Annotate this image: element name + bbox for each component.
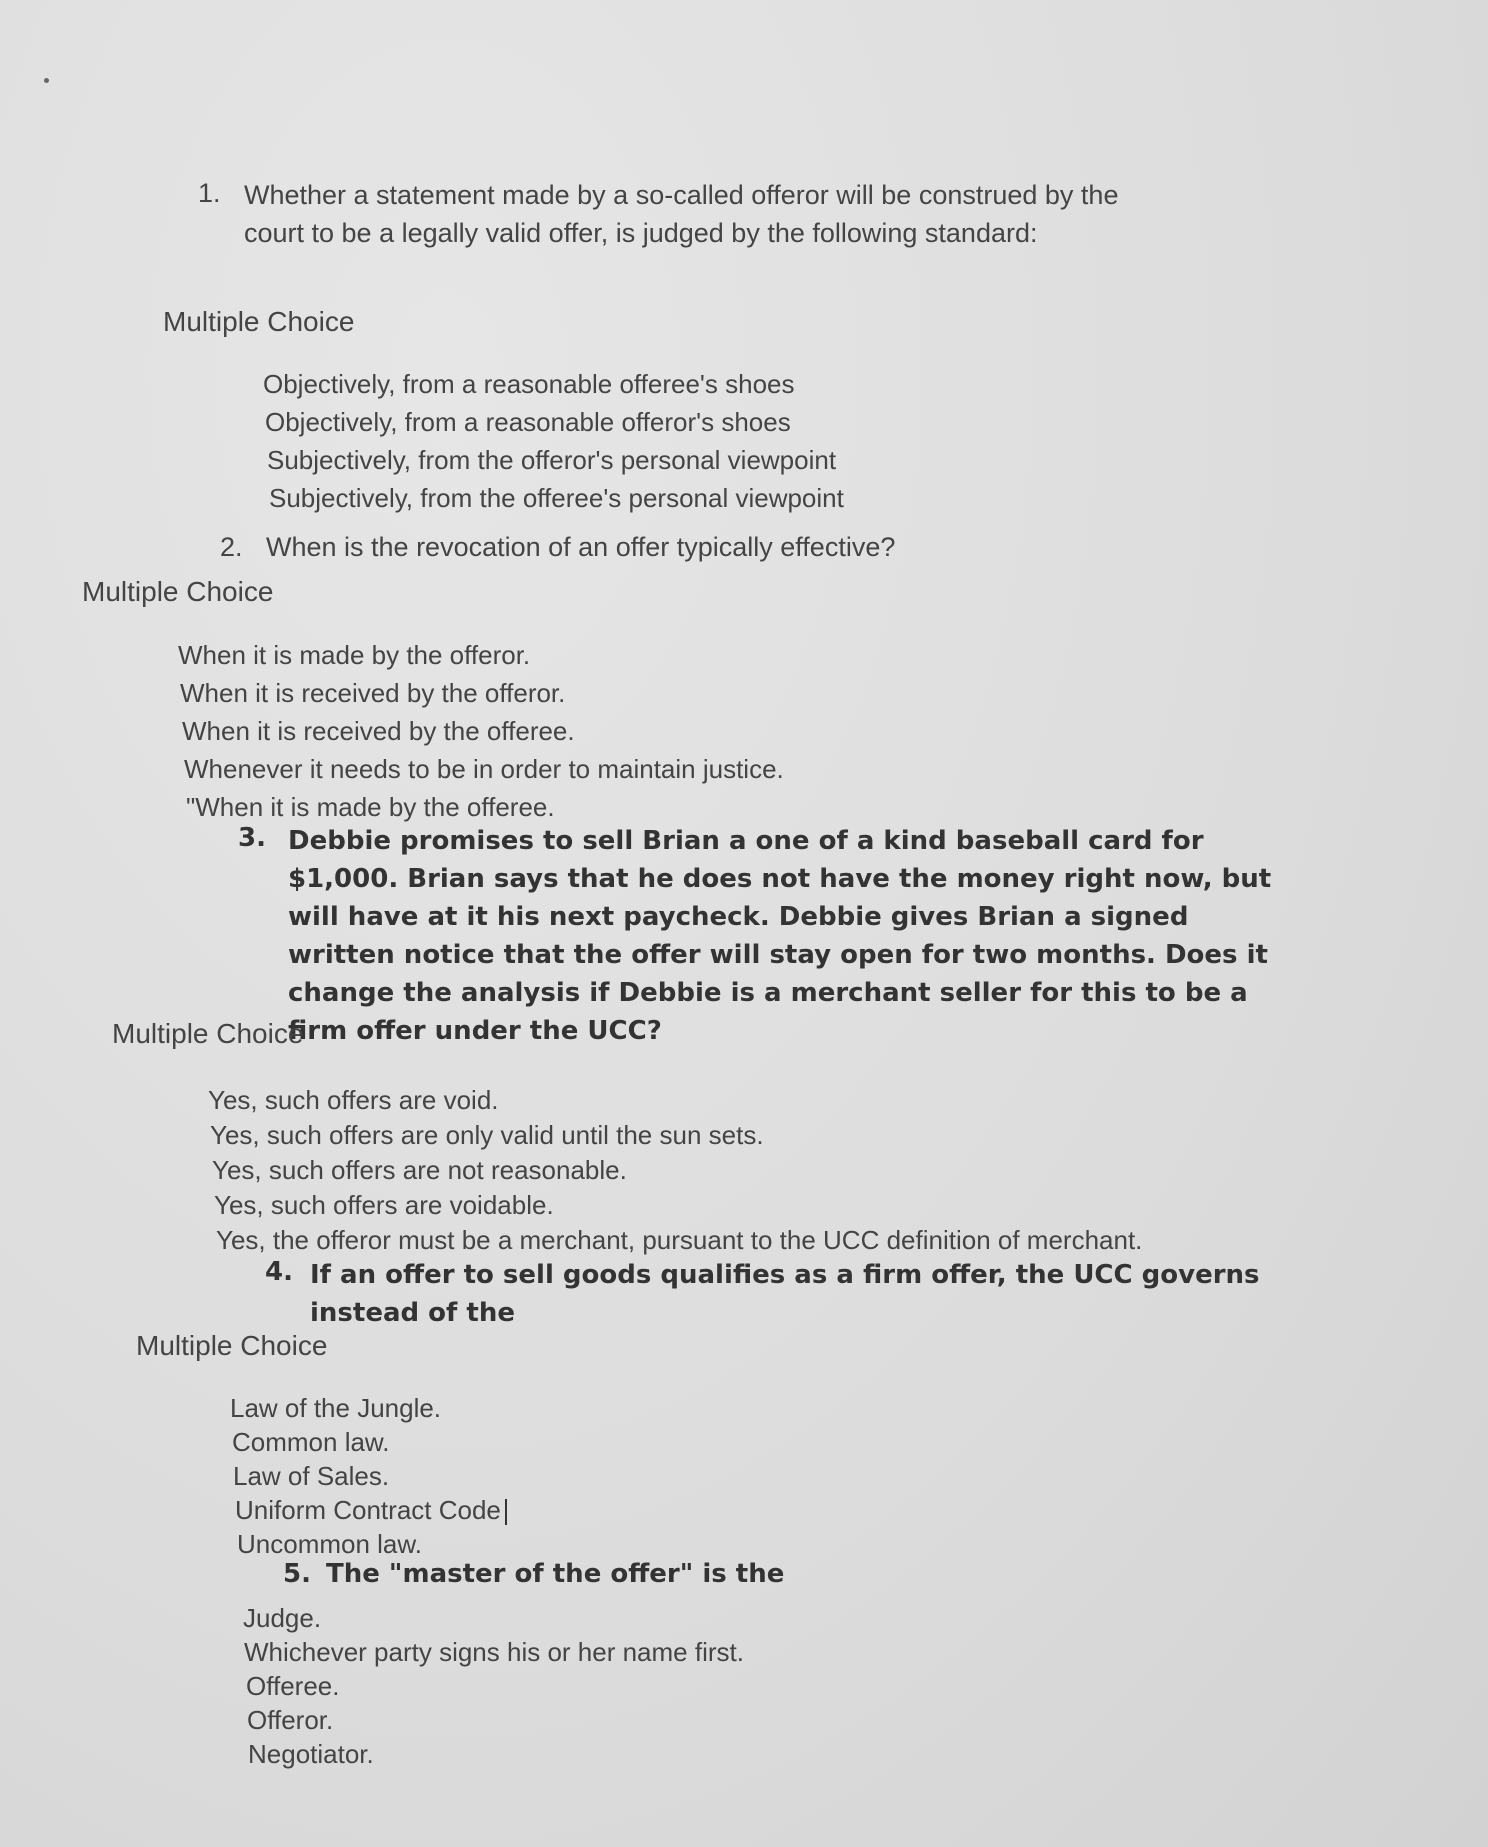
question-text: When is the revocation of an offer typically effective? (266, 532, 896, 562)
multiple-choice-label: Multiple Choice (163, 306, 355, 337)
question-text: Whether a statement made by a so-called offeror will be construed by the court to be a legally valid offer, is judged by the following standard: (244, 180, 1119, 248)
options-list: Law of the Jungle. Common law. Law of Sales. Uniform Contract Code Uncommon law. (230, 1393, 507, 1529)
text-cursor (505, 1499, 507, 1525)
options-list: Yes, such offers are void. Yes, such offers are only valid until the sun sets. Yes, such offers are not reasonable. Yes, such offers are voidable. Yes, the offeror must be a merchant, pursuant to the UCC definition of merchant. (208, 1085, 1143, 1255)
question-4 (265, 1256, 1275, 1332)
multiple-choice-label: Multiple Choice (82, 576, 274, 607)
question-number: 4. (265, 1257, 293, 1287)
question-number: 1. (198, 178, 221, 208)
question-number: 2. (220, 532, 243, 562)
question-2 (220, 530, 1200, 565)
multiple-choice-label: Multiple Choice (136, 1330, 328, 1361)
options-list: When it is made by the offeror. When it is received by the offeror. When it is received by the offeree. Whenever it needs to be in order to maintain justice. "When it is made by the offeree. (178, 640, 784, 822)
question-5 (283, 1558, 983, 1592)
question-3 (238, 822, 1278, 1050)
multiple-choice-label: Multiple Choice (112, 1018, 304, 1049)
speck (44, 78, 49, 83)
question-1 (198, 176, 1188, 252)
option[interactable]: Uniform Contract Code (235, 1495, 501, 1525)
question-text: Debbie promises to sell Brian a one of a kind baseball card for $1,000. Brian says that he does not have the money right now, but will have at it his next paycheck. Debbie gives Brian a signed written notice that the offer will stay open for two months. Does it change the analysis if Debbie is a merchant seller for this to be a firm offer under the UCC? (288, 826, 1272, 1046)
options-list: Objectively, from a reasonable offeree's shoes Objectively, from a reasonable offeror's shoes Subjectively, from the offeror's personal viewpoint Subjectively, from the offeree's personal viewpoint (263, 369, 844, 513)
options-list: Judge. Whichever party signs his or her name first. Offeree. Offeror. Negotiator. (243, 1603, 744, 1769)
question-text: If an offer to sell goods qualifies as a firm offer, the UCC governs instead of the (310, 1260, 1260, 1328)
question-number: 5. (283, 1559, 311, 1589)
question-text: The "master of the offer" is the (326, 1559, 785, 1589)
question-number: 3. (238, 823, 266, 853)
